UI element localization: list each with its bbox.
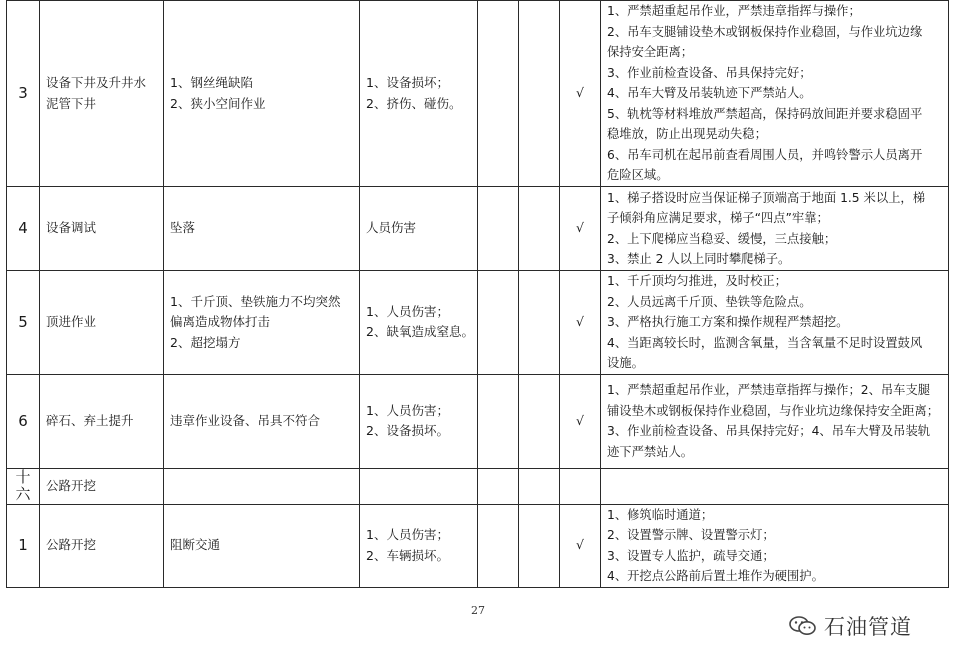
measure-line: 1、千斤顶均匀推进，及时校正； xyxy=(607,274,787,288)
check-mark: √ xyxy=(560,504,601,587)
table-row xyxy=(7,468,949,504)
measure-line: 3、严格执行施工方案和操作规程严禁超挖。 xyxy=(607,315,849,329)
harm-line: 1、人员伤害； xyxy=(366,527,449,542)
possible-harm xyxy=(360,468,478,504)
possible-harm xyxy=(360,374,478,468)
control-measures xyxy=(601,374,949,468)
measure-line: 迹下严禁站人。 xyxy=(607,444,694,459)
harm-line: 2、设备损坏。 xyxy=(366,423,449,438)
work-step: 公路开挖 xyxy=(40,504,164,587)
check-mark: √ xyxy=(560,1,601,187)
measure-line: 稳堆放，防止出现晃动失稳； xyxy=(607,127,767,142)
possible-harm xyxy=(360,187,478,271)
harm-line: 2、挤伤、碰伤。 xyxy=(366,95,462,111)
harm-line: 1、人员伤害； xyxy=(366,303,449,319)
harm-line: 2、车辆损坏。 xyxy=(366,547,449,563)
measure-line: 4、吊车大臂及吊装轨迹下严禁站人。 xyxy=(607,86,812,101)
measure-line: 设施。 xyxy=(607,356,644,370)
hazard-line: 违章作业设备、吊具不符合 xyxy=(170,412,321,428)
possible-harm xyxy=(360,1,478,187)
measure-line: 4、当距离较长时，监测含氧量，当含氧量不足时设置鼓风 xyxy=(607,335,923,350)
item-number: 6 xyxy=(7,374,40,468)
measure-line: 铺设垫木或钢板保持作业稳固，与作业坑边缘保持安全距离； xyxy=(607,403,940,418)
measure-line: 危险区域。 xyxy=(607,168,669,183)
control-measures xyxy=(601,1,949,187)
check-mark: √ xyxy=(560,187,601,271)
measure-line: 2、吊车支腿铺设垫木或钢板保持作业稳固，与作业坑边缘 xyxy=(607,24,923,39)
work-step: 设备下井及升井水泥管下井 xyxy=(40,1,164,187)
measure-line: 保持安全距离； xyxy=(607,45,694,60)
possible-harm xyxy=(360,271,478,375)
measure-line: 子倾斜角应满足要求，梯子“四点”牢靠； xyxy=(607,211,829,225)
measure-line: 3、作业前检查设备、吊具保持完好； xyxy=(607,65,812,80)
blank-cell xyxy=(519,187,560,271)
possible-harm xyxy=(360,504,478,587)
hazard-line: 坠落 xyxy=(170,220,196,236)
blank-cell xyxy=(478,374,519,468)
item-number: 1 xyxy=(7,504,40,587)
harm-line: 2、缺氧造成窒息。 xyxy=(366,324,474,340)
page-number: 27 xyxy=(471,604,485,617)
measure-line: 1、严禁超重起吊作业，严禁违章指挥与操作； xyxy=(607,4,861,19)
harm-line: 1、人员伤害； xyxy=(366,402,449,418)
measure-line: 3、禁止 2 人以上同时攀爬梯子。 xyxy=(607,252,791,266)
control-measures xyxy=(601,468,949,504)
measure-line: 2、设置警示牌、设置警示灯； xyxy=(607,528,775,542)
hazard-line: 偏离造成物体打击 xyxy=(170,314,271,329)
measure-line: 2、人员远离千斤顶、垫铁等危险点。 xyxy=(607,294,812,309)
measure-line: 6、吊车司机在起吊前查看周围人员，并鸣铃警示人员离开 xyxy=(607,147,923,162)
hazard-line: 1、钢丝绳缺陷 xyxy=(170,75,253,90)
harm-line: 人员伤害 xyxy=(366,220,417,236)
measure-line: 2、上下爬梯应当稳妥、缓慢，三点接触； xyxy=(607,231,837,246)
blank-cell xyxy=(519,468,560,504)
hazard-factors xyxy=(164,187,360,271)
work-step: 顶进作业 xyxy=(40,271,164,375)
control-measures xyxy=(601,504,949,587)
check-mark: √ xyxy=(560,271,601,375)
measure-line: 4、开挖点公路前后置土堆作为硬围护。 xyxy=(607,569,824,583)
check-mark: √ xyxy=(560,374,601,468)
item-number: 3 xyxy=(7,1,40,187)
item-number: 十六 xyxy=(7,468,40,504)
measure-line: 1、严禁超重起吊作业，严禁违章指挥与操作；2、吊车支腿 xyxy=(607,383,931,397)
blank-cell xyxy=(478,1,519,187)
hazard-factors xyxy=(164,1,360,187)
measure-line: 1、修筑临时通道； xyxy=(607,507,714,522)
hazard-factors xyxy=(164,271,360,375)
control-measures xyxy=(601,187,949,271)
work-step: 碎石、弃土提升 xyxy=(40,374,164,468)
table-row xyxy=(7,271,949,375)
hazard-line: 1、千斤顶、垫铁施力不均突然 xyxy=(170,293,341,309)
hazard-line: 2、狭小空间作业 xyxy=(170,95,266,111)
check-mark xyxy=(560,468,601,504)
measure-line: 3、作业前检查设备、吊具保持完好；4、吊车大臂及吊装轨 xyxy=(607,424,931,438)
table-row xyxy=(7,1,949,187)
blank-cell xyxy=(478,504,519,587)
item-number: 4 xyxy=(7,187,40,271)
harm-line: 1、设备损坏； xyxy=(366,75,449,90)
hazard-factors xyxy=(164,504,360,587)
blank-cell xyxy=(478,187,519,271)
table-row xyxy=(7,374,949,468)
control-measures xyxy=(601,271,949,375)
measure-line: 1、梯子搭设时应当保证梯子顶端高于地面 1.5 米以上，梯 xyxy=(607,190,926,205)
hazard-line: 阻断交通 xyxy=(170,537,221,553)
risk-table xyxy=(6,0,949,588)
hazard-factors xyxy=(164,374,360,468)
table-row xyxy=(7,187,949,271)
watermark xyxy=(788,614,912,638)
hazard-line: 2、超挖塌方 xyxy=(170,334,241,350)
item-number: 5 xyxy=(7,271,40,375)
blank-cell xyxy=(519,374,560,468)
blank-cell xyxy=(478,468,519,504)
blank-cell xyxy=(478,271,519,375)
work-step: 设备调试 xyxy=(40,187,164,271)
measure-line: 3、设置专人监护，疏导交通； xyxy=(607,548,775,563)
blank-cell xyxy=(519,1,560,187)
table-row xyxy=(7,504,949,587)
wechat-icon xyxy=(788,615,818,637)
work-step: 公路开挖 xyxy=(40,468,164,504)
watermark-text: 石油管道 xyxy=(824,615,912,639)
measure-line: 5、轨枕等材料堆放严禁超高，保持码放间距并要求稳固平 xyxy=(607,106,923,121)
blank-cell xyxy=(519,504,560,587)
hazard-factors xyxy=(164,468,360,504)
blank-cell xyxy=(519,271,560,375)
